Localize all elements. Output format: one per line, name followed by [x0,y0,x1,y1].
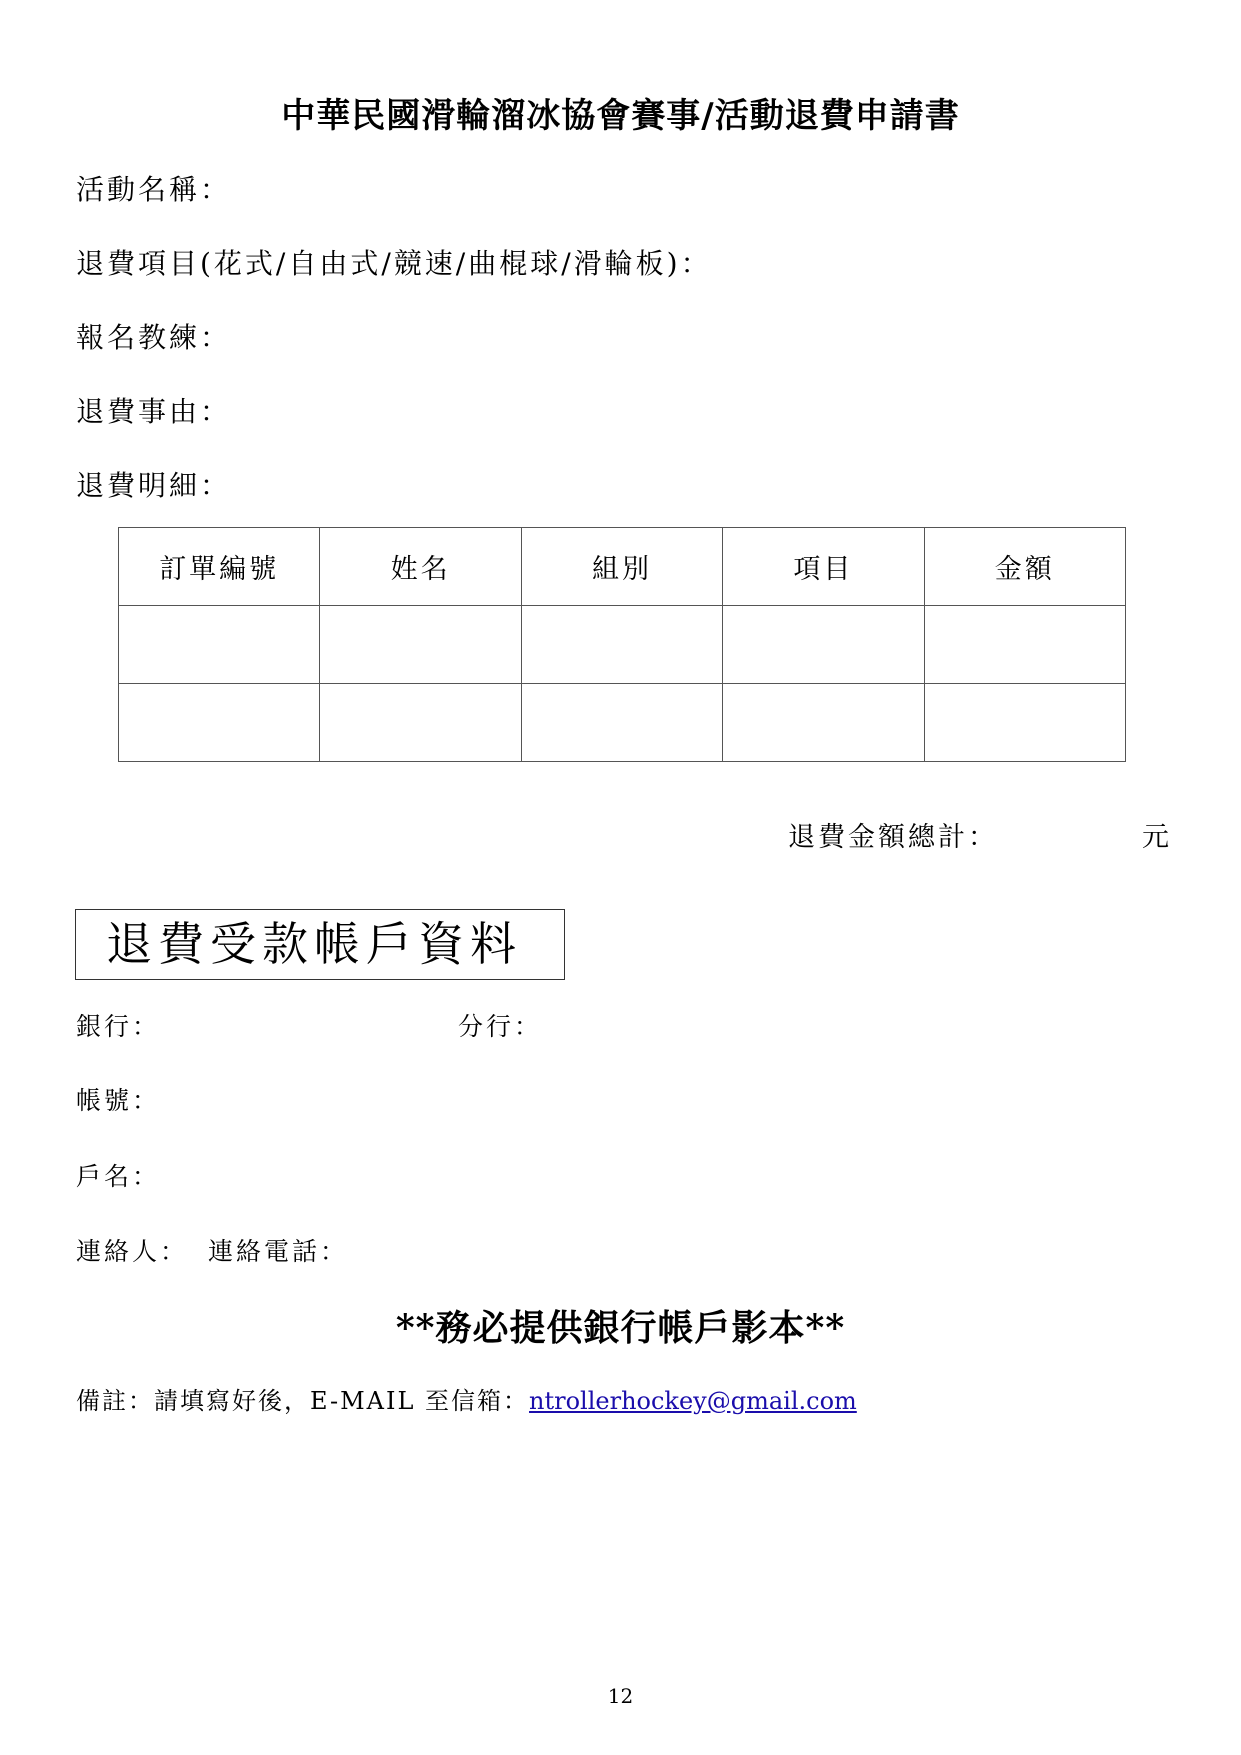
activity-name-label: 活動名稱： [76,173,232,206]
table-cell[interactable] [320,684,521,762]
reason-label: 退費事由： [76,395,232,428]
table-cell[interactable] [723,684,924,762]
branch-label: 分行： [458,1012,543,1041]
refund-details-table [118,527,1126,762]
table-header-row [119,528,1126,606]
table-cell[interactable] [723,606,924,684]
details-label: 退費明細： [76,469,232,502]
header-item: 項目 [723,528,924,606]
table-cell[interactable] [924,684,1125,762]
header-order-number: 訂單編號 [119,528,320,606]
header-group: 組別 [521,528,722,606]
refund-item-label: 退費項目(花式/自由式/競速/曲棍球/滑輪板)： [76,247,712,280]
email-link[interactable]: ntrollerhockey@gmail.com [529,1387,857,1415]
account-number-label: 帳號： [76,1086,161,1115]
table-cell[interactable] [521,684,722,762]
header-amount: 金額 [924,528,1125,606]
form-title: 中華民國滑輪溜冰協會賽事/活動退費申請書 [281,96,960,136]
account-name-label: 戶名： [76,1162,161,1191]
bank-label: 銀行： [76,1012,161,1041]
contact-label: 連絡人： [76,1237,189,1266]
table-row [119,606,1126,684]
coach-label: 報名教練： [76,321,232,354]
refund-total-unit: 元 [1142,822,1172,853]
table-row [119,684,1126,762]
header-name: 姓名 [320,528,521,606]
bank-copy-warning: **務必提供銀行帳戶影本** [395,1307,846,1349]
account-section-heading: 退費受款帳戶資料 [75,909,565,980]
page-number: 12 [607,1684,634,1708]
note [76,1381,857,1416]
note-text: 備註：請填寫好後，E-MAIL 至信箱： [76,1387,530,1415]
refund-total-label: 退費金額總計： [788,822,998,853]
table-cell[interactable] [521,606,722,684]
contact-phone-label: 連絡電話： [208,1237,349,1266]
table-cell[interactable] [924,606,1125,684]
table-cell[interactable] [320,606,521,684]
table-cell[interactable] [119,606,320,684]
table-cell[interactable] [119,684,320,762]
